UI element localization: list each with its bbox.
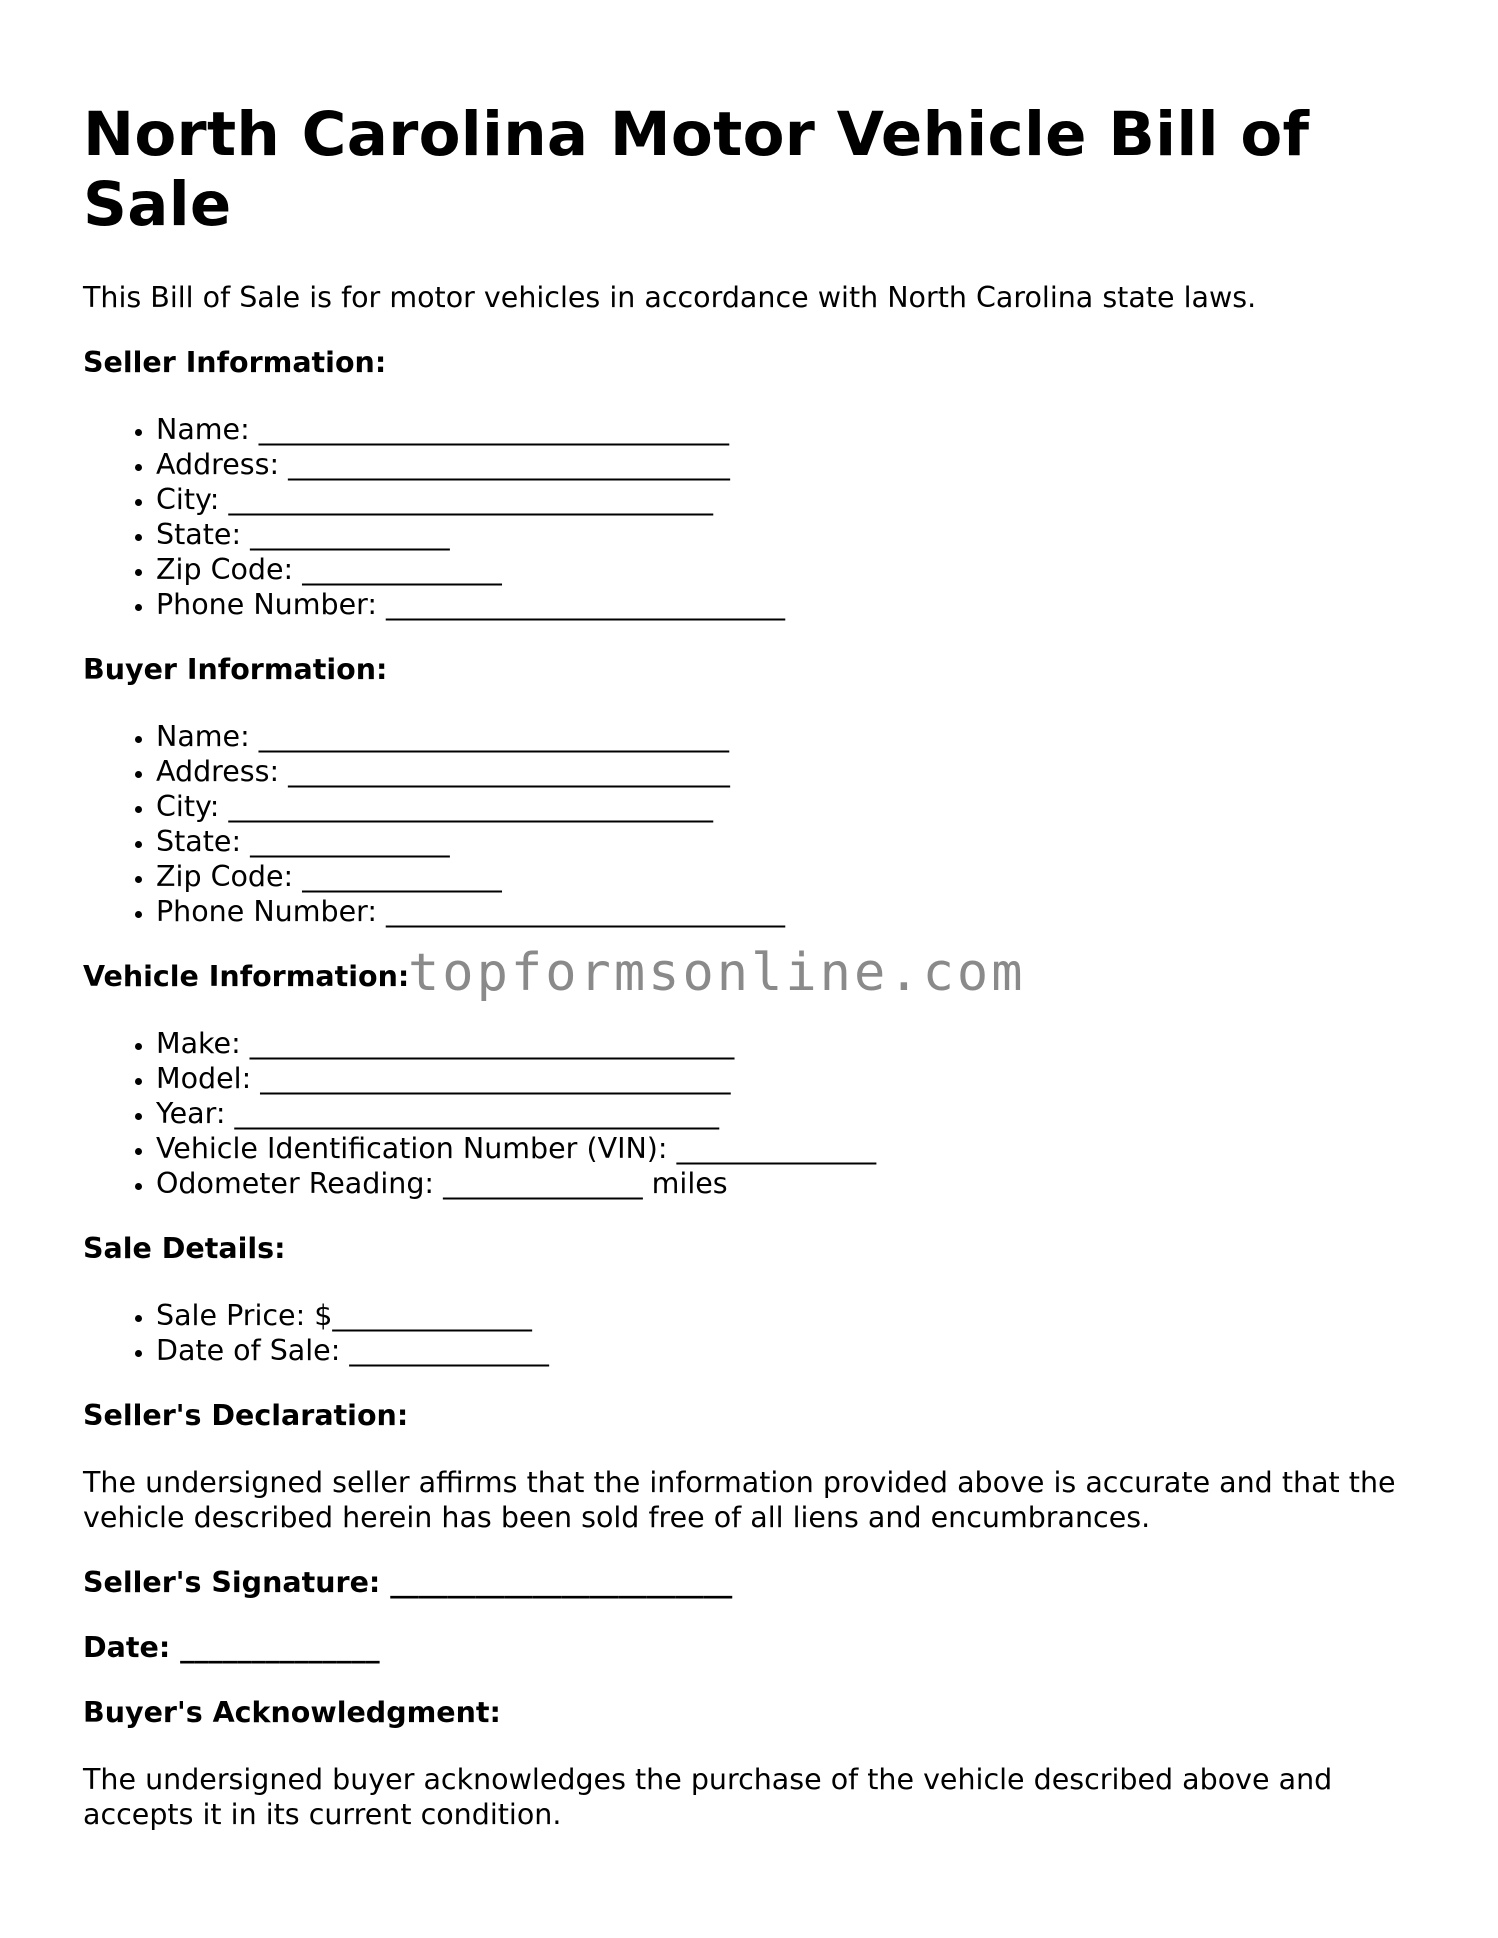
buyer-phone-field: • Phone Number: ____________________________	[156, 894, 1423, 929]
seller-signature-line: Seller's Signature: ________________________	[83, 1566, 733, 1599]
sale-field-list	[83, 1298, 1423, 1368]
buyer-acknowledgment-heading: Buyer's Acknowledgment:	[83, 1696, 501, 1729]
vehicle-heading: Vehicle Information:	[83, 960, 410, 993]
watermark: topformsonline.com	[408, 943, 1026, 1003]
seller-declaration-heading: Seller's Declaration:	[83, 1399, 409, 1432]
vehicle-odometer-field: • Odometer Reading: ______________ miles	[156, 1166, 1423, 1201]
vehicle-make-field: • Make: __________________________________	[156, 1026, 1423, 1061]
buyer-name-field: • Name: _________________________________	[156, 719, 1423, 754]
vehicle-field-list	[83, 1026, 1423, 1201]
sale-heading: Sale Details:	[83, 1232, 286, 1265]
intro-paragraph: This Bill of Sale is for motor vehicles in accordance with North Carolina state laws.	[83, 281, 1257, 314]
buyer-state-field: • State: ______________	[156, 824, 1423, 859]
seller-state-field: • State: ______________	[156, 517, 1423, 552]
seller-declaration-text: The undersigned seller affirms that the information provided above is accurate and that the vehicle described herein has been sold free of all liens and encumbrances.	[83, 1466, 1396, 1534]
seller-field-list	[83, 412, 1423, 622]
vehicle-vin-field: • Vehicle Identification Number (VIN): ______________	[156, 1131, 1423, 1166]
seller-date-line: Date: ______________	[83, 1631, 380, 1664]
buyer-field-list	[83, 719, 1423, 929]
sale-price-field: • Sale Price: $______________	[156, 1298, 1423, 1333]
buyer-acknowledgment-text: The undersigned buyer acknowledges the purchase of the vehicle described above and accepts it in its current condition.	[83, 1763, 1333, 1831]
seller-heading: Seller Information:	[83, 346, 387, 379]
buyer-heading: Buyer Information:	[83, 653, 388, 686]
sale-date-field: • Date of Sale: ______________	[156, 1333, 1423, 1368]
vehicle-year-field: • Year: __________________________________	[156, 1096, 1423, 1131]
buyer-address-field: • Address: _______________________________	[156, 754, 1423, 789]
seller-city-field: • City: __________________________________	[156, 482, 1423, 517]
seller-phone-field: • Phone Number: ____________________________	[156, 587, 1423, 622]
seller-address-field: • Address: _______________________________	[156, 447, 1423, 482]
page-title: North Carolina Motor Vehicle Bill of Sale	[83, 99, 1310, 240]
buyer-city-field: • City: __________________________________	[156, 789, 1423, 824]
vehicle-model-field: • Model: _________________________________	[156, 1061, 1423, 1096]
seller-name-field: • Name: _________________________________	[156, 412, 1423, 447]
buyer-zip-field: • Zip Code: ______________	[156, 859, 1423, 894]
seller-zip-field: • Zip Code: ______________	[156, 552, 1423, 587]
